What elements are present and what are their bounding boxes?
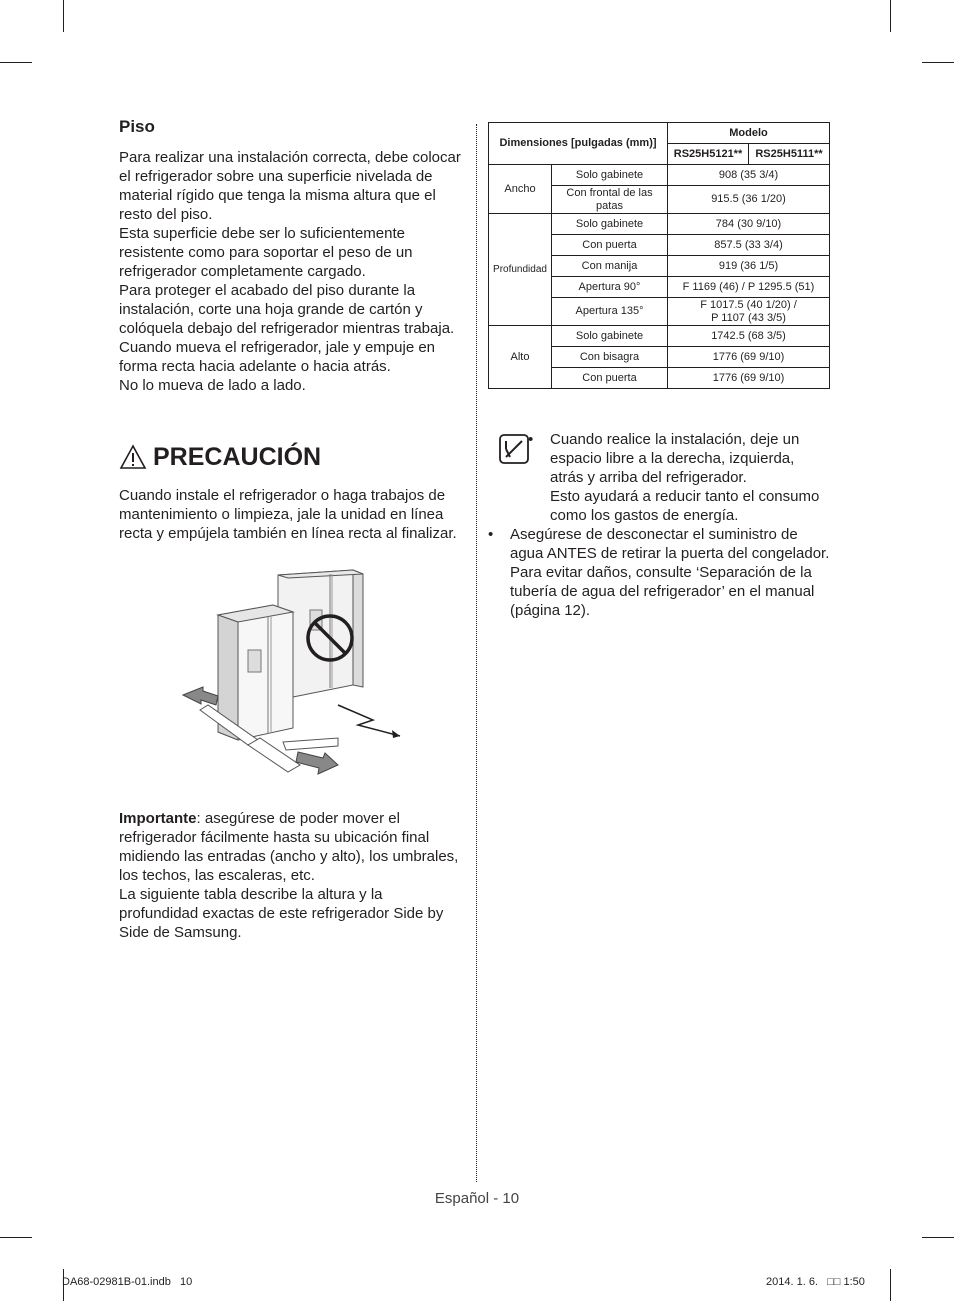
table-header-row [489, 123, 830, 144]
important-line: profundidad exactas de este refrigerador Side by [119, 905, 444, 922]
note-icon-cell [488, 430, 528, 525]
refrigerator-illustration [178, 560, 418, 780]
note-pencil-icon [498, 433, 530, 465]
page-number: Español - 10 [434, 1190, 520, 1207]
row-value [668, 298, 830, 326]
print-date: 2014. 1. 6. □□ 1:50 [766, 1276, 865, 1288]
arrow-icon [392, 730, 400, 738]
piso-section [119, 116, 469, 395]
note-text [550, 430, 819, 525]
warning-triangle-icon [119, 444, 147, 470]
model-header: Modelo [668, 123, 830, 144]
zigzag-arrow [338, 705, 400, 736]
note-line: agua ANTES de retirar la puerta del congelador. [510, 545, 830, 562]
column-divider [476, 124, 477, 1182]
important-line: Side de Samsung. [119, 924, 242, 941]
row-value: 919 (36 1/5) [668, 256, 830, 277]
piso-line: Para proteger el acabado del piso durante la [119, 282, 416, 299]
caution-title-text: PRECAUCIÓN [153, 442, 322, 471]
row-value: 915.5 (36 1/20) [668, 186, 830, 214]
bullet: • [488, 526, 494, 543]
piso-line: resto del piso. [119, 206, 213, 223]
table-row [489, 326, 830, 347]
row-value: 1742.5 (68 3/5) [668, 326, 830, 347]
note-line: (página 12). [510, 602, 591, 619]
important-line-rest: : asegúrese de poder mover el [196, 810, 400, 827]
piso-line: Para realizar una instalación correcta, debe colocar [119, 149, 461, 166]
row-value: 908 (35 3/4) [668, 165, 830, 186]
notes-section [488, 430, 838, 620]
piso-line: resistente como para soportar el peso de un [119, 244, 413, 261]
caution-title [119, 440, 469, 474]
piso-line: material rígido que tenga la misma altura que el [119, 187, 436, 204]
piso-heading: Piso [119, 117, 155, 136]
file-name: DA68-02981B-01.indb 10 [62, 1276, 193, 1288]
row-item: Apertura 90° [552, 277, 668, 298]
note-line: como los gastos de energía. [550, 507, 739, 524]
caution-line: Cuando instale el refrigerador o haga trabajos de [119, 487, 446, 504]
row-value-line: F 1017.5 (40 1/20) / [700, 298, 797, 311]
important-line: La siguiente tabla describe la altura y la [119, 886, 383, 903]
crop-mark [890, 0, 891, 32]
crop-mark [922, 62, 954, 63]
crop-mark [63, 0, 64, 32]
note-text [510, 525, 829, 620]
piso-line: Cuando mueva el refrigerador, jale y empuje en [119, 339, 436, 356]
note-line: Esto ayudará a reducir tanto el consumo [550, 488, 820, 505]
row-value: F 1169 (46) / P 1295.5 (51) [668, 277, 830, 298]
crop-mark [890, 1269, 891, 1301]
piso-line: el refrigerador sobre una superficie nivelada de [119, 168, 433, 185]
note-line: Asegúrese de desconectar el suministro de [510, 526, 798, 543]
model-name: RS25H5121** [668, 144, 749, 165]
bullet: • [528, 431, 534, 448]
piso-line: forma recta hacia adelante o hacia atrás. [119, 358, 391, 375]
group-label: Profundidad [489, 214, 552, 326]
crop-mark [922, 1237, 954, 1238]
note-line: tubería de agua del refrigerador’ en el manual [510, 583, 815, 600]
row-value: 1776 (69 9/10) [668, 347, 830, 368]
crop-mark [0, 1237, 32, 1238]
caution-section [119, 440, 469, 543]
important-line: refrigerador fácilmente hasta su ubicación final [119, 829, 430, 846]
note-line: espacio libre a la derecha, izquierda, [550, 450, 795, 467]
row-item: Con puerta [552, 235, 668, 256]
note-line: Para evitar daños, consulte ‘Separación de la [510, 564, 812, 581]
note-item [488, 525, 838, 620]
piso-line: colóquela debajo del refrigerador mientras trabaja. [119, 320, 455, 337]
row-item: Con puerta [552, 368, 668, 389]
row-item: Apertura 135° [552, 298, 668, 326]
caution-line: recta y empújela también en línea recta al finalizar. [119, 525, 457, 542]
arrow-icon [183, 687, 218, 705]
model-name: RS25H5111** [749, 144, 830, 165]
note-line: atrás y arriba del refrigerador. [550, 469, 747, 486]
table-row [489, 214, 830, 235]
table-row [489, 165, 830, 186]
piso-line: instalación, corte una hoja grande de cartón y [119, 301, 423, 318]
important-section [119, 809, 469, 942]
row-value-line: P 1107 (43 3/5) [711, 311, 786, 324]
row-item-line: patas [596, 199, 623, 212]
arrow-icon [296, 752, 338, 774]
important-line: los techos, las escaleras, etc. [119, 867, 315, 884]
dimensions-header: Dimensiones [pulgadas (mm)] [489, 123, 668, 165]
piso-line: refrigerador completamente cargado. [119, 263, 366, 280]
caution-line: mantenimiento o limpieza, jale la unidad en línea [119, 506, 444, 523]
dimensions-table [488, 122, 830, 389]
important-line [119, 809, 469, 828]
row-value: 784 (30 9/10) [668, 214, 830, 235]
row-item: Con manija [552, 256, 668, 277]
piso-line: Esta superficie debe ser lo suficientemente [119, 225, 405, 242]
row-value: 857.5 (33 3/4) [668, 235, 830, 256]
row-value: 1776 (69 9/10) [668, 368, 830, 389]
group-label: Ancho [489, 165, 552, 214]
important-line: midiendo las entradas (ancho y alto), los umbrales, [119, 848, 459, 865]
row-item: Solo gabinete [552, 165, 668, 186]
row-item-line: Con frontal de las [566, 186, 653, 199]
row-item: Solo gabinete [552, 326, 668, 347]
group-label: Alto [489, 326, 552, 389]
row-item: Solo gabinete [552, 214, 668, 235]
note-item [488, 430, 838, 525]
important-label: Importante [119, 810, 197, 827]
piso-line: No lo mueva de lado a lado. [119, 377, 306, 394]
row-item [552, 186, 668, 214]
row-item: Con bisagra [552, 347, 668, 368]
crop-mark [0, 62, 32, 63]
note-line: Cuando realice la instalación, deje un [550, 431, 800, 448]
